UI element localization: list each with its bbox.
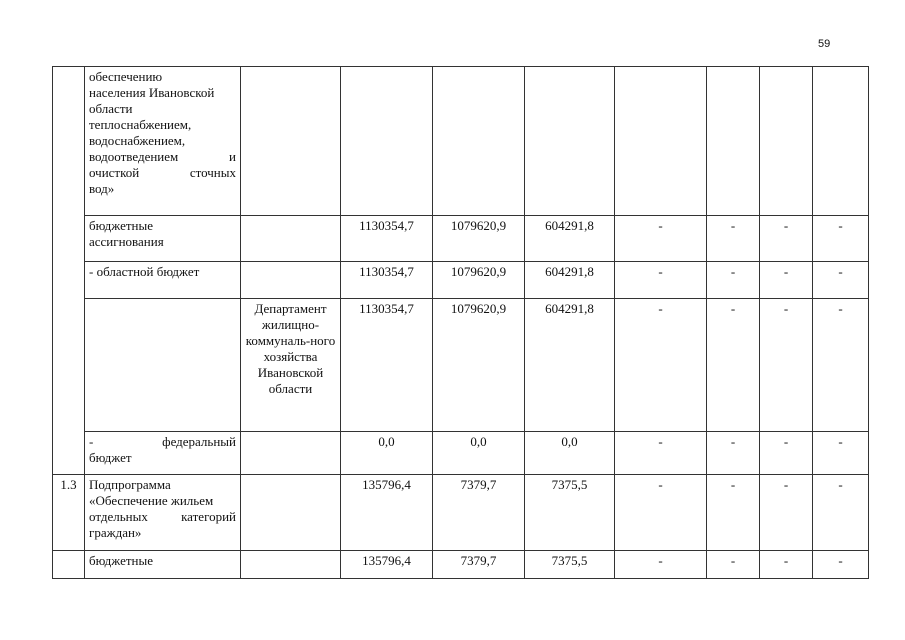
dash-cell: - bbox=[813, 262, 869, 299]
dash-cell: - bbox=[707, 551, 760, 579]
dash-cell: - bbox=[760, 551, 813, 579]
dash-cell: - bbox=[615, 432, 707, 475]
table-row bbox=[53, 299, 869, 432]
dash-cell: - bbox=[615, 216, 707, 262]
dash-cell: - bbox=[813, 551, 869, 579]
value-cell: 1079620,9 bbox=[433, 299, 525, 432]
dash-cell: - bbox=[760, 216, 813, 262]
value-cell: 0,0 bbox=[341, 432, 433, 475]
dash-cell: - bbox=[813, 475, 869, 551]
value-cell: 7379,7 bbox=[433, 475, 525, 551]
dash-cell: - bbox=[760, 475, 813, 551]
dash-cell: - bbox=[707, 216, 760, 262]
row-name: Подпрограмма «Обеспечение жильем отдельных категорий граждан» bbox=[85, 475, 241, 551]
dash-cell bbox=[707, 67, 760, 216]
value-cell: 7379,7 bbox=[433, 551, 525, 579]
value-cell: 1079620,9 bbox=[433, 216, 525, 262]
row-name bbox=[85, 299, 241, 432]
table-row bbox=[53, 551, 869, 579]
dash-cell: - bbox=[813, 299, 869, 432]
value-cell: 604291,8 bbox=[525, 299, 615, 432]
dash-cell: - bbox=[760, 432, 813, 475]
table-row bbox=[53, 216, 869, 262]
value-cell: 0,0 bbox=[525, 432, 615, 475]
budget-table bbox=[52, 66, 869, 579]
row-department bbox=[241, 432, 341, 475]
row-name: - федеральный бюджет bbox=[85, 432, 241, 475]
value-cell: 135796,4 bbox=[341, 551, 433, 579]
dash-cell: - bbox=[707, 299, 760, 432]
row-department: Департамент жилищно-коммуналь-ного хозяйства Ивановской области bbox=[241, 299, 341, 432]
dash-cell: - bbox=[615, 475, 707, 551]
row-name: бюджетные bbox=[85, 551, 241, 579]
page-number: 59 bbox=[818, 38, 831, 50]
table-row bbox=[53, 432, 869, 475]
table-row bbox=[53, 262, 869, 299]
dash-cell: - bbox=[813, 432, 869, 475]
value-cell: 7375,5 bbox=[525, 475, 615, 551]
dash-cell bbox=[813, 67, 869, 216]
dash-cell: - bbox=[707, 475, 760, 551]
row-index bbox=[53, 551, 85, 579]
dash-cell: - bbox=[760, 299, 813, 432]
row-name: обеспечению населения Ивановской области теплоснабжением, водоснабжением, водоотведением и очисткой сточных вод» bbox=[85, 67, 241, 216]
value-cell: 7375,5 bbox=[525, 551, 615, 579]
row-name: бюджетные ассигнования bbox=[85, 216, 241, 262]
value-cell: 604291,8 bbox=[525, 216, 615, 262]
value-cell: 1130354,7 bbox=[341, 262, 433, 299]
row-department bbox=[241, 475, 341, 551]
dash-cell: - bbox=[615, 551, 707, 579]
dash-cell bbox=[615, 67, 707, 216]
value-cell bbox=[341, 67, 433, 216]
value-cell: 135796,4 bbox=[341, 475, 433, 551]
dash-cell: - bbox=[615, 299, 707, 432]
value-cell: 1079620,9 bbox=[433, 262, 525, 299]
value-cell: 1130354,7 bbox=[341, 299, 433, 432]
dash-cell: - bbox=[760, 262, 813, 299]
value-cell bbox=[433, 67, 525, 216]
value-cell: 1130354,7 bbox=[341, 216, 433, 262]
table-row bbox=[53, 475, 869, 551]
value-cell: 604291,8 bbox=[525, 262, 615, 299]
table-row bbox=[53, 67, 869, 216]
dash-cell: - bbox=[707, 432, 760, 475]
row-index: 1.3 bbox=[53, 475, 85, 551]
value-cell: 0,0 bbox=[433, 432, 525, 475]
row-name: - областной бюджет bbox=[85, 262, 241, 299]
row-department bbox=[241, 216, 341, 262]
value-cell bbox=[525, 67, 615, 216]
dash-cell: - bbox=[813, 216, 869, 262]
row-index bbox=[53, 67, 85, 475]
row-department bbox=[241, 551, 341, 579]
dash-cell bbox=[760, 67, 813, 216]
row-department bbox=[241, 262, 341, 299]
row-department bbox=[241, 67, 341, 216]
dash-cell: - bbox=[707, 262, 760, 299]
dash-cell: - bbox=[615, 262, 707, 299]
